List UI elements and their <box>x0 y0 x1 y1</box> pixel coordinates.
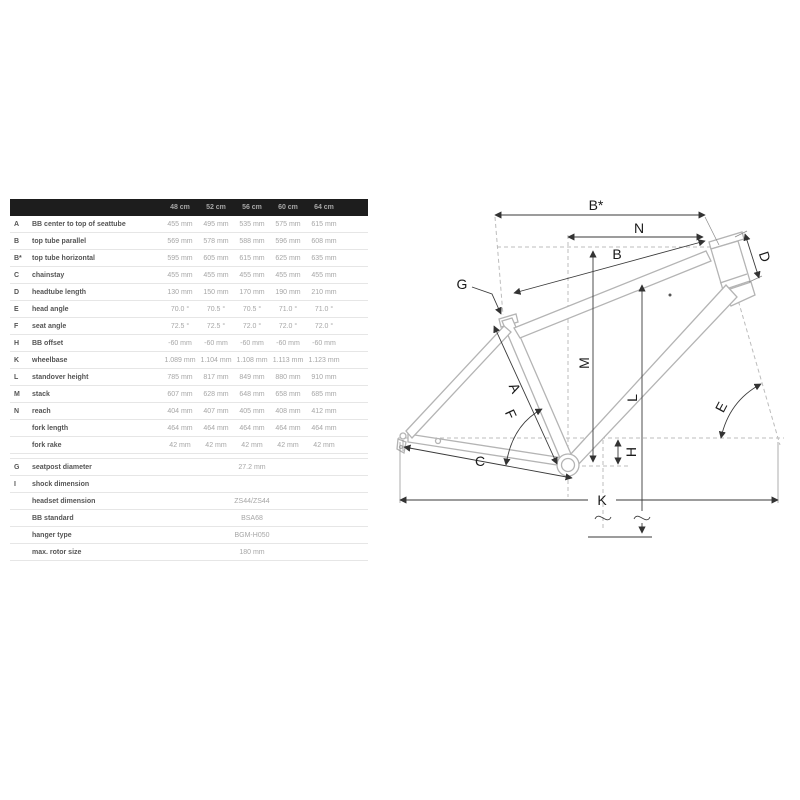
diagram-label-h: H <box>623 446 639 458</box>
row-label: fork length <box>32 424 69 432</box>
row-value: 535 mm <box>239 220 265 228</box>
row-letter: K <box>14 356 20 364</box>
bike-geometry-diagram <box>390 195 790 575</box>
table-row <box>10 352 368 369</box>
diagram-label-a: A <box>505 380 525 396</box>
geometry-table <box>10 199 368 454</box>
spec-value: ZS44/ZS44 <box>234 497 270 505</box>
row-letter: D <box>14 288 20 296</box>
spec-row <box>10 527 368 544</box>
diagram-label-b: B <box>612 246 622 262</box>
header-size-60: 60 cm <box>278 204 298 211</box>
spec-row <box>10 476 368 493</box>
row-value: 658 mm <box>275 390 301 398</box>
row-value: 607 mm <box>167 390 193 398</box>
row-value: -60 mm <box>204 339 228 347</box>
row-letter: A <box>14 220 20 228</box>
row-value: 42 mm <box>313 441 335 449</box>
row-label: reach <box>32 407 51 415</box>
head-tube <box>711 241 750 290</box>
row-label: BB offset <box>32 339 64 347</box>
table-row <box>10 386 368 403</box>
row-value: 464 mm <box>167 424 193 432</box>
table-row <box>10 301 368 318</box>
row-value: 569 mm <box>167 237 193 245</box>
row-value: 628 mm <box>203 390 229 398</box>
row-value: 464 mm <box>275 424 301 432</box>
table-row <box>10 420 368 437</box>
diagram-label-k: K <box>597 492 607 508</box>
row-value: 150 mm <box>203 288 229 296</box>
row-value: 910 mm <box>311 373 337 381</box>
header-size-48: 48 cm <box>170 204 190 211</box>
header-size-64: 64 cm <box>314 204 334 211</box>
row-letter: C <box>14 271 20 279</box>
row-value: 70.5 ° <box>242 305 262 313</box>
row-letter: N <box>14 407 20 415</box>
spec-row <box>10 510 368 527</box>
table-row <box>10 284 368 301</box>
table-row <box>10 267 368 284</box>
row-value: 635 mm <box>311 254 337 262</box>
geometry-table-body <box>10 216 368 454</box>
row-value: 817 mm <box>203 373 229 381</box>
bike-diagram-svg <box>390 195 790 575</box>
row-value: 71.0 ° <box>278 305 298 313</box>
spec-row <box>10 458 368 476</box>
row-letter: F <box>14 322 19 330</box>
row-value: 615 mm <box>311 220 337 228</box>
table-row <box>10 318 368 335</box>
row-letter: E <box>14 305 19 313</box>
table-row <box>10 216 368 233</box>
row-label: headtube length <box>32 288 87 296</box>
row-value: -60 mm <box>240 339 264 347</box>
row-label: top tube parallel <box>32 237 87 245</box>
row-value: 455 mm <box>239 271 265 279</box>
spec-label: seatpost diameter <box>32 463 92 471</box>
row-label: standover height <box>32 373 89 381</box>
row-label: head angle <box>32 305 69 313</box>
component-spec-table <box>10 458 368 561</box>
row-label: BB center to top of seattube <box>32 220 126 228</box>
row-value: 71.0 ° <box>314 305 334 313</box>
spec-row <box>10 544 368 561</box>
row-value: -60 mm <box>276 339 300 347</box>
row-label: top tube horizontal <box>32 254 95 262</box>
row-value: 42 mm <box>241 441 263 449</box>
diagram-label-f: F <box>501 406 521 422</box>
spec-label: max. rotor size <box>32 548 82 556</box>
spec-label: BB standard <box>32 514 74 522</box>
cable-guide <box>436 439 441 444</box>
header-size-52: 52 cm <box>206 204 226 211</box>
row-value: 1.104 mm <box>200 356 232 364</box>
row-label: seat angle <box>32 322 67 330</box>
row-letter: B <box>14 237 20 245</box>
row-letter: L <box>14 373 19 381</box>
spec-row <box>10 493 368 510</box>
row-value: 464 mm <box>311 424 337 432</box>
spec-label: shock dimension <box>32 480 90 488</box>
row-value: 575 mm <box>275 220 301 228</box>
row-label: fork rake <box>32 441 62 449</box>
row-value: 70.0 ° <box>170 305 190 313</box>
row-letter: M <box>14 390 20 398</box>
row-value: 72.0 ° <box>242 322 262 330</box>
row-value: 588 mm <box>239 237 265 245</box>
row-value: 464 mm <box>239 424 265 432</box>
spec-label: headset dimension <box>32 497 96 505</box>
spec-letter: I <box>14 480 16 488</box>
spec-value: BSA68 <box>241 514 263 522</box>
row-value: 464 mm <box>203 424 229 432</box>
row-value: 1.108 mm <box>236 356 268 364</box>
row-value: 648 mm <box>239 390 265 398</box>
table-row <box>10 233 368 250</box>
dim-a <box>494 326 557 464</box>
leader-g <box>472 287 501 314</box>
seat-stay-tube <box>406 326 511 438</box>
row-letter: H <box>14 339 20 347</box>
row-value: 408 mm <box>275 407 301 415</box>
bottom-bracket-bore <box>562 459 575 472</box>
row-value: 42 mm <box>169 441 191 449</box>
d-bottom-extension <box>749 276 762 282</box>
row-value: 405 mm <box>239 407 265 415</box>
table-row <box>10 335 368 352</box>
row-value: 625 mm <box>275 254 301 262</box>
spec-value: 180 mm <box>239 548 265 556</box>
row-value: 1.123 mm <box>308 356 340 364</box>
spec-value: BGM-H050 <box>234 531 270 539</box>
row-value: 595 mm <box>167 254 193 262</box>
row-value: 1.089 mm <box>164 356 196 364</box>
row-value: 596 mm <box>275 237 301 245</box>
row-value: 495 mm <box>203 220 229 228</box>
row-value: 407 mm <box>203 407 229 415</box>
diagram-label-l: L <box>624 394 640 402</box>
row-value: 455 mm <box>203 271 229 279</box>
row-value: 72.5 ° <box>206 322 226 330</box>
diagram-label-e: E <box>711 399 731 415</box>
diagram-label-d: D <box>755 249 775 264</box>
diagram-label-m: M <box>576 357 592 369</box>
row-value: 608 mm <box>311 237 337 245</box>
diagram-label-c: C <box>474 453 486 469</box>
row-value: 130 mm <box>167 288 193 296</box>
row-value: 578 mm <box>203 237 229 245</box>
row-value: 1.113 mm <box>272 356 304 364</box>
spec-letter: G <box>14 463 20 471</box>
frame-bolt-dot <box>669 294 672 297</box>
row-value: 404 mm <box>167 407 193 415</box>
table-row <box>10 250 368 267</box>
down-tube <box>569 285 737 467</box>
row-value: 170 mm <box>239 288 265 296</box>
header-size-56: 56 cm <box>242 204 262 211</box>
row-value: 70.5 ° <box>206 305 226 313</box>
row-value: 455 mm <box>275 271 301 279</box>
row-value: 685 mm <box>311 390 337 398</box>
diagram-label-b-star: B* <box>588 197 604 213</box>
rear-axle <box>400 433 406 439</box>
row-value: 455 mm <box>167 220 193 228</box>
row-value: 849 mm <box>239 373 265 381</box>
row-value: 72.0 ° <box>314 322 334 330</box>
table-row <box>10 437 368 454</box>
row-value: 190 mm <box>275 288 301 296</box>
row-value: -60 mm <box>312 339 336 347</box>
row-value: 455 mm <box>167 271 193 279</box>
row-value: 605 mm <box>203 254 229 262</box>
row-value: 880 mm <box>275 373 301 381</box>
diagram-label-n: N <box>633 220 645 236</box>
seat-axis-extension-line <box>495 217 503 315</box>
row-value: 455 mm <box>311 271 337 279</box>
row-label: chainstay <box>32 271 65 279</box>
row-value: 72.0 ° <box>278 322 298 330</box>
row-value: 785 mm <box>167 373 193 381</box>
row-value: -60 mm <box>168 339 192 347</box>
component-spec-body <box>10 458 368 561</box>
row-value: 72.5 ° <box>170 322 190 330</box>
bike-frame <box>397 232 755 476</box>
row-value: 42 mm <box>205 441 227 449</box>
diagram-label-g: G <box>456 276 468 292</box>
top-tube <box>514 251 711 338</box>
row-value: 210 mm <box>311 288 337 296</box>
break-symbol-2 <box>634 516 650 520</box>
row-value: 42 mm <box>277 441 299 449</box>
row-value: 412 mm <box>311 407 337 415</box>
spec-value: 27.2 mm <box>238 463 266 471</box>
spec-label: hanger type <box>32 531 72 539</box>
table-row <box>10 403 368 420</box>
table-row <box>10 369 368 386</box>
row-label: wheelbase <box>32 356 68 364</box>
row-value: 615 mm <box>239 254 265 262</box>
row-letter: B* <box>14 254 22 262</box>
geometry-table-header <box>10 199 368 216</box>
row-label: stack <box>32 390 50 398</box>
